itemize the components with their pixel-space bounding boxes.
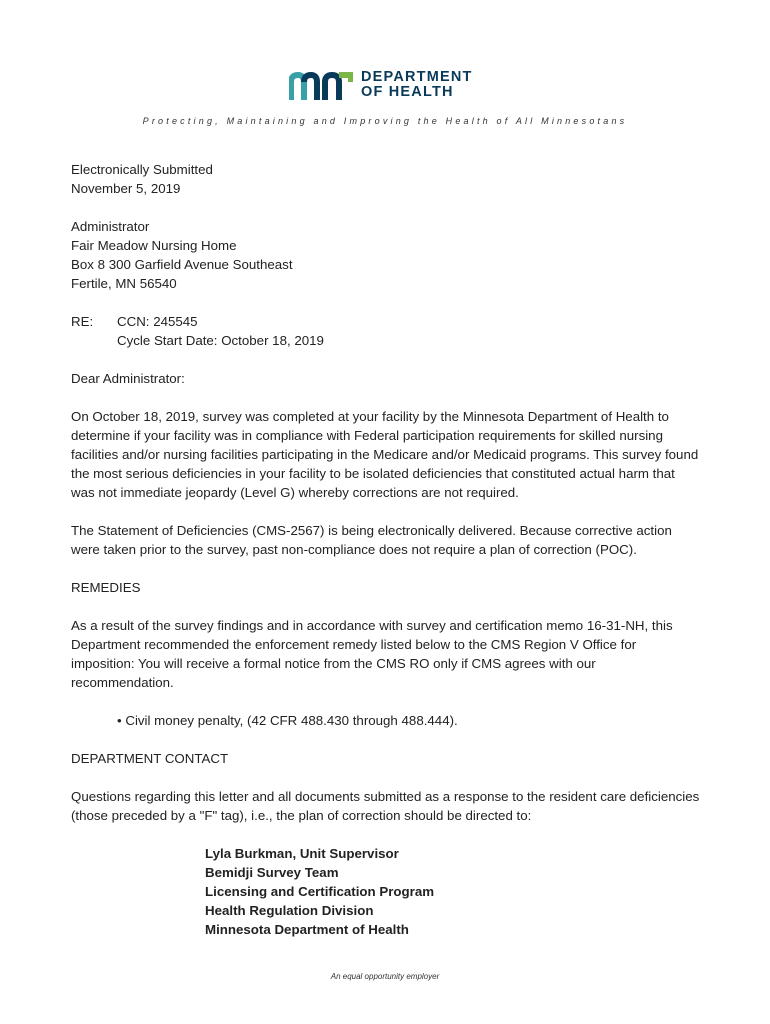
letter-body bbox=[71, 160, 701, 939]
re-line: CCN: 245545 bbox=[117, 314, 198, 329]
paragraph-survey: On October 18, 2019, survey was completed at your facility by the Minnesota Department of Health to determine if your facility was in compliance with Federal participation requirements for skilled nursing facilities and/or nursing facilities participating in the Medicare and/or Medicaid programs. This survey found the most serious deficiencies in your facility to be isolated deficiencies that constituted actual harm that was not immediate jeopardy (Level G) whereby corrections are not required. bbox=[71, 409, 699, 500]
recipient-line: Administrator bbox=[71, 219, 150, 234]
contact-line: Licensing and Certification Program bbox=[205, 884, 435, 899]
submission-note: Electronically Submitted bbox=[71, 162, 213, 177]
footer-note: An equal opportunity employer bbox=[330, 972, 440, 981]
re-block bbox=[71, 312, 701, 350]
recipient-line: Fertile, MN 56540 bbox=[71, 276, 177, 291]
paragraph-remedies: As a result of the survey findings and in accordance with survey and certification memo 16-31-NH, this Department recommended the enforcement remedy listed below to the CMS Region V Office for imposition: You will receive a formal notice from the CMS RO only if CMS agrees with our recommendation. bbox=[71, 618, 673, 690]
mdh-logo bbox=[289, 70, 484, 104]
tagline: Protecting, Maintaining and Improving the Health of All Minnesotans bbox=[142, 116, 628, 126]
department-name bbox=[361, 70, 473, 100]
mn-logo-mark bbox=[289, 72, 353, 102]
re-line: Cycle Start Date: October 18, 2019 bbox=[117, 333, 324, 348]
salutation: Dear Administrator: bbox=[71, 371, 185, 386]
recipient-line: Fair Meadow Nursing Home bbox=[71, 238, 237, 253]
recipient-line: Box 8 300 Garfield Avenue Southeast bbox=[71, 257, 293, 272]
contact-line: Lyla Burkman, Unit Supervisor bbox=[205, 846, 399, 861]
re-label: RE: bbox=[71, 314, 94, 329]
logo-line-1: DEPARTMENT bbox=[361, 69, 473, 85]
contact-heading: DEPARTMENT CONTACT bbox=[71, 751, 229, 766]
contact-line: Minnesota Department of Health bbox=[205, 922, 409, 937]
contact-line: Bemidji Survey Team bbox=[205, 865, 339, 880]
contact-line: Health Regulation Division bbox=[205, 903, 374, 918]
remedy-bullet: • Civil money penalty, (42 CFR 488.430 through 488.444). bbox=[117, 713, 458, 728]
logo-line-2: OF HEALTH bbox=[361, 84, 454, 100]
recipient-address bbox=[71, 217, 701, 293]
paragraph-statement: The Statement of Deficiencies (CMS-2567) is being electronically delivered. Because corrective action were taken prior to the survey, past non-compliance does not require a plan of correction (POC). bbox=[71, 523, 672, 557]
letter-date: November 5, 2019 bbox=[71, 181, 181, 196]
contact-block bbox=[71, 844, 701, 939]
paragraph-contact: Questions regarding this letter and all documents submitted as a response to the resident care deficiencies (those preceded by a "F" tag), i.e., the plan of correction should be directed to: bbox=[71, 789, 700, 823]
remedies-heading: REMEDIES bbox=[71, 580, 141, 595]
